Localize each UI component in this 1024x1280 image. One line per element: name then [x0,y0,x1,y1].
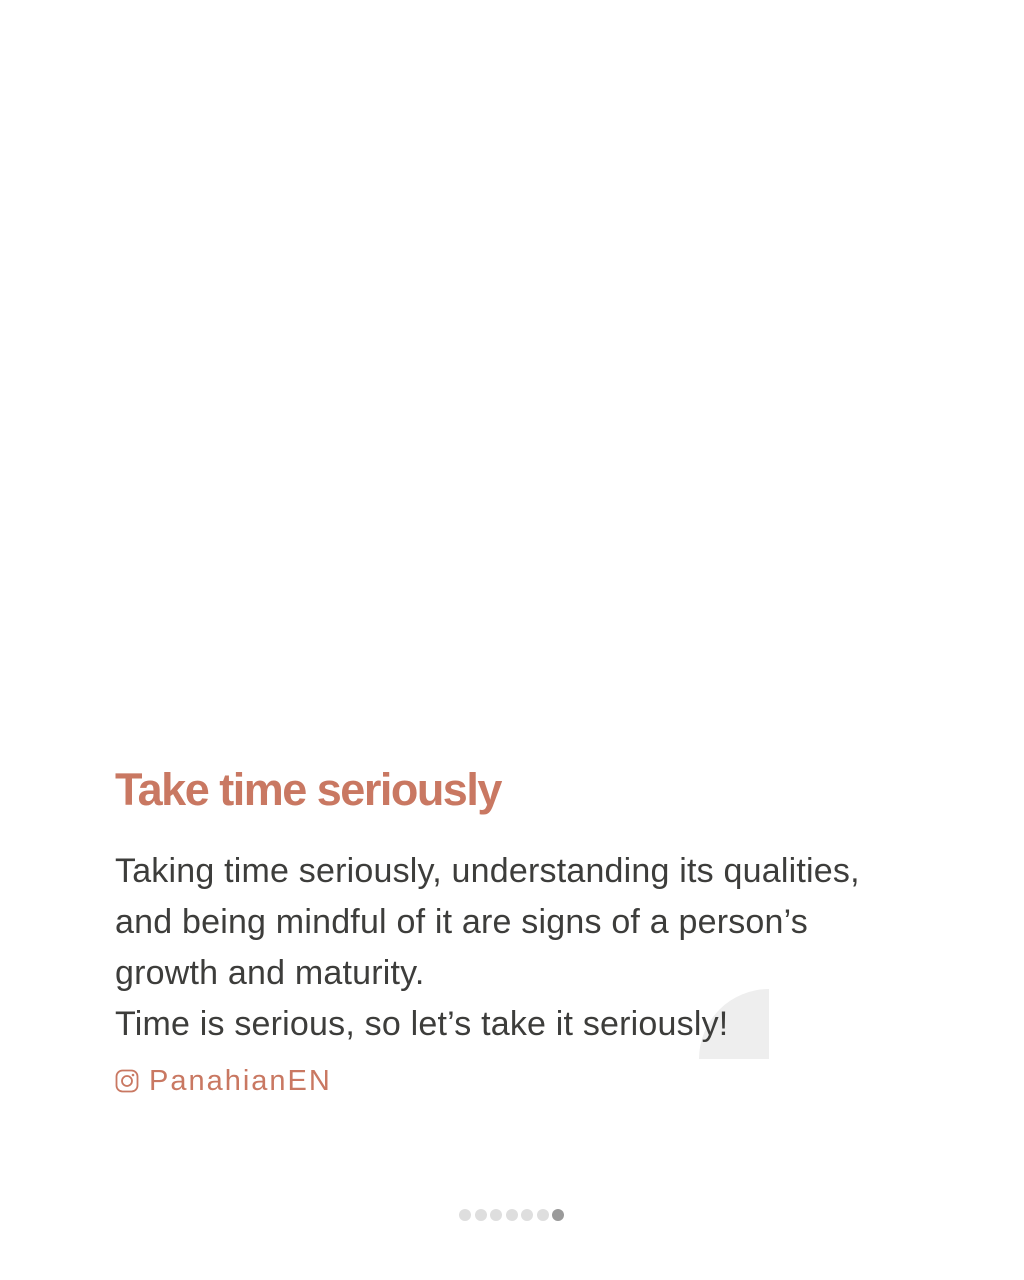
pagination-dot[interactable] [537,1209,549,1221]
pagination-dot-active[interactable] [552,1209,564,1221]
handle-text: PanahianEN [149,1065,332,1097]
post-body [115,846,915,1050]
pagination-dot[interactable] [475,1209,487,1221]
pagination-dot[interactable] [490,1209,502,1221]
body-line: and being mindful of it are signs of a person’s [115,903,808,941]
pagination-dot[interactable] [521,1209,533,1221]
pagination-dot[interactable] [459,1209,471,1221]
pagination-dot[interactable] [506,1209,518,1221]
body-line: Taking time seriously, understanding its qualities, [115,852,860,890]
post-title: Take time seriously [115,764,501,815]
social-handle[interactable] [115,1066,332,1096]
body-line: growth and maturity. [115,954,425,992]
pagination-dots[interactable] [459,1209,564,1221]
instagram-icon [115,1069,139,1093]
post-content [115,762,915,1050]
body-line: Time is serious, so let’s take it seriously! [115,1005,729,1043]
